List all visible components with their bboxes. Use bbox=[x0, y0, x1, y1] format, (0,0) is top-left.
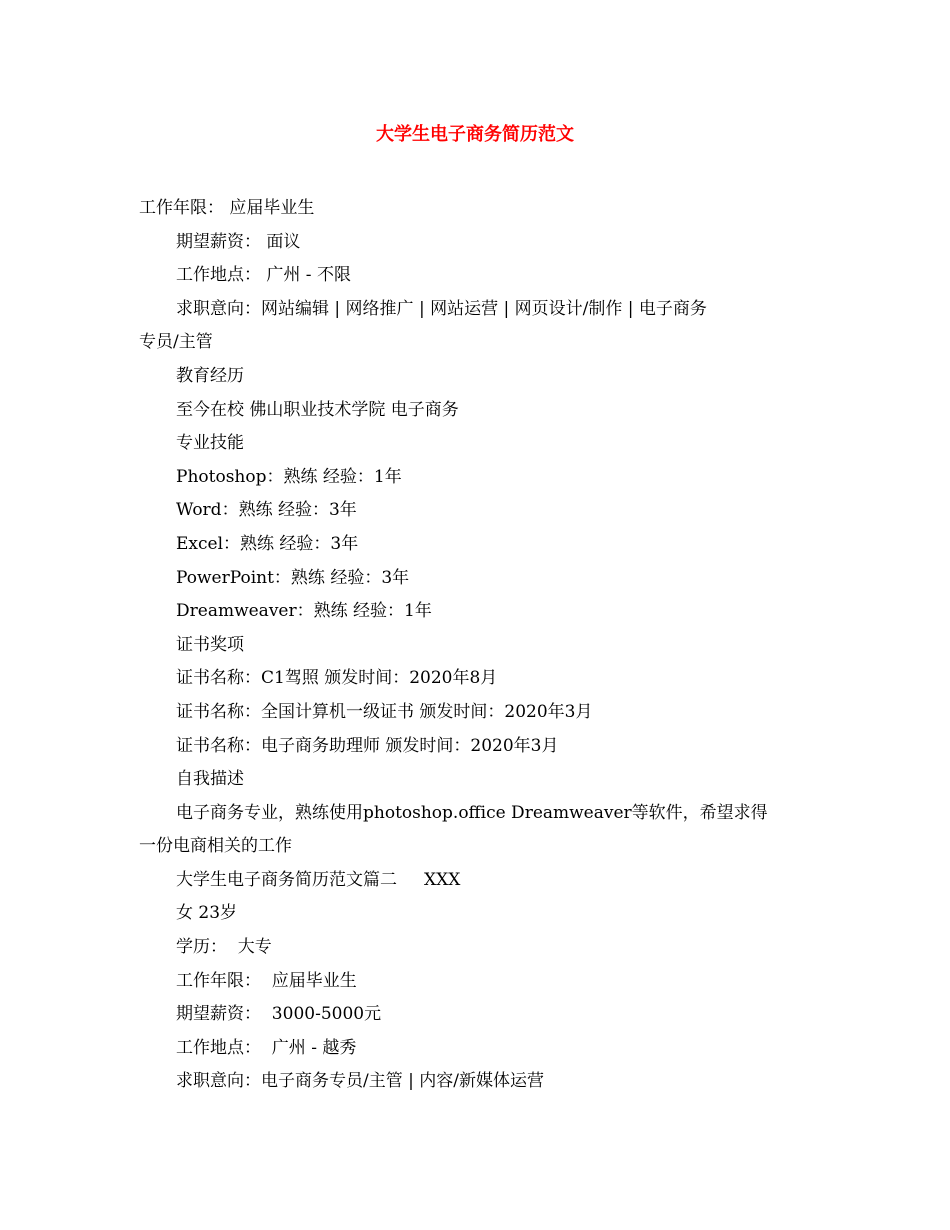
line-skill-photoshop: Photoshop：熟练 经验：1年 bbox=[176, 466, 402, 487]
line-self-description: 电子商务专业，熟练使用photoshop.office Dreamweaver等软件，希望求得 bbox=[176, 802, 768, 823]
line-education-entry: 至今在校 佛山职业技术学院 电子商务 bbox=[176, 399, 459, 420]
line-work-location: 工作地点： 广州 - 不限 bbox=[176, 265, 351, 286]
section-heading-education: 教育经历 bbox=[176, 365, 244, 386]
section-heading-self-description: 自我描述 bbox=[176, 769, 244, 790]
document-body bbox=[139, 192, 814, 1099]
line-resume-two-title: 大学生电子商务简历范文篇二 XXX bbox=[176, 869, 461, 890]
line-expected-salary-2: 期望薪资： 3000-5000元 bbox=[176, 1004, 382, 1025]
line-skill-dreamweaver: Dreamweaver：熟练 经验：1年 bbox=[176, 601, 432, 622]
section-heading-skills: 专业技能 bbox=[176, 433, 244, 454]
line-skill-powerpoint: PowerPoint：熟练 经验：3年 bbox=[176, 567, 410, 588]
line-gender-age: 女 23岁 bbox=[176, 903, 238, 924]
line-expected-salary: 期望薪资： 面议 bbox=[176, 231, 301, 252]
section-heading-certificates: 证书奖项 bbox=[176, 634, 244, 655]
page-title: 大学生电子商务简历范文 bbox=[376, 124, 574, 145]
line-job-intention: 求职意向：网站编辑 | 网络推广 | 网站运营 | 网页设计/制作 | 电子商务 bbox=[176, 298, 707, 319]
line-skill-word: Word：熟练 经验：3年 bbox=[176, 500, 357, 521]
line-certificate-c1: 证书名称：C1驾照 颁发时间：2020年8月 bbox=[176, 668, 498, 689]
line-self-description-cont: 一份电商相关的工作 bbox=[139, 836, 292, 857]
line-certificate-computer: 证书名称：全国计算机一级证书 颁发时间：2020年3月 bbox=[176, 701, 593, 722]
line-job-intention-2: 求职意向：电子商务专员/主管 | 内容/新媒体运营 bbox=[176, 1071, 544, 1092]
line-work-years-2: 工作年限： 应届毕业生 bbox=[176, 970, 357, 991]
line-education-level: 学历： 大专 bbox=[176, 937, 272, 958]
line-job-intention-cont: 专员/主管 bbox=[139, 332, 213, 353]
line-work-years: 工作年限： 应届毕业生 bbox=[139, 198, 315, 218]
line-certificate-ecommerce: 证书名称：电子商务助理师 颁发时间：2020年3月 bbox=[176, 735, 559, 756]
line-skill-excel: Excel：熟练 经验：3年 bbox=[176, 533, 359, 554]
line-work-location-2: 工作地点： 广州 - 越秀 bbox=[176, 1037, 357, 1058]
